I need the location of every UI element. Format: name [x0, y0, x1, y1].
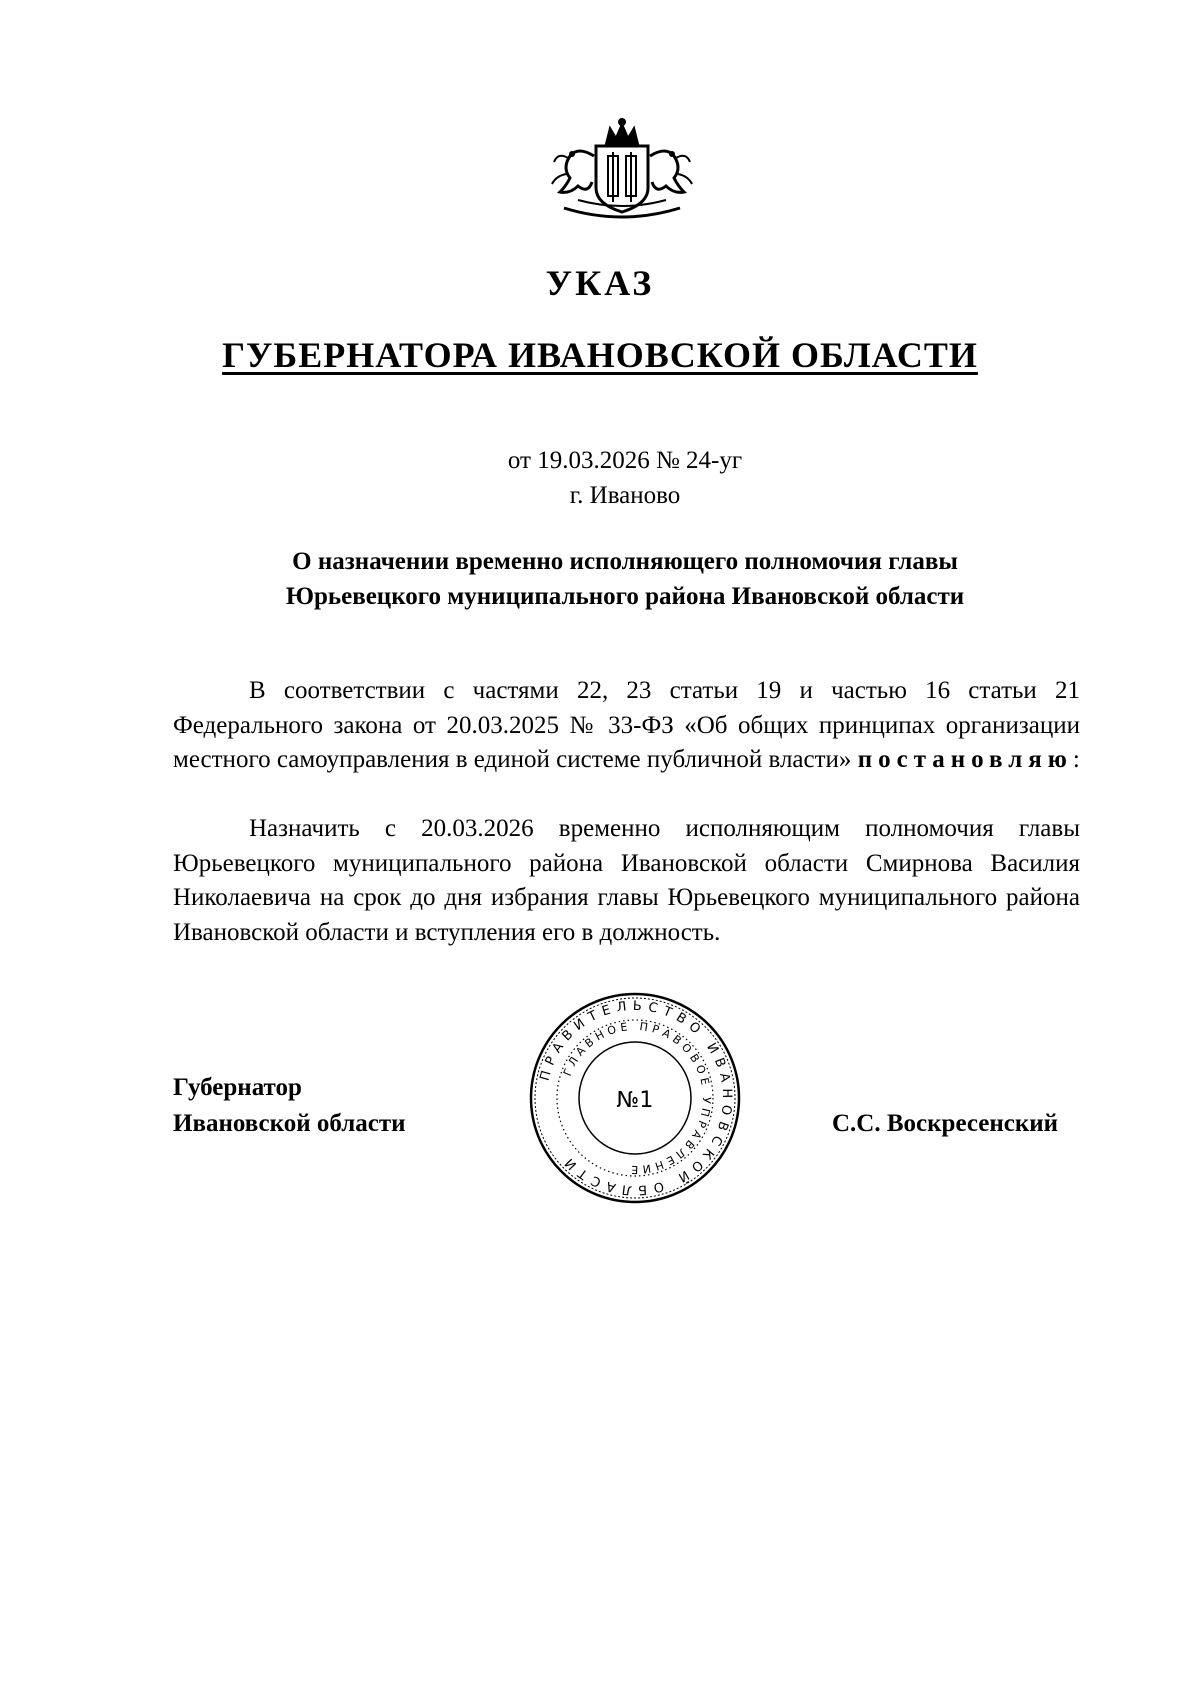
paragraph-appointment: Назначить с 20.03.2026 временно исполняющим полномочия главы Юрьевецкого муниципального района Ивановской области Смирнова Василия Николаевича на срок до дня избрания главы Юрьевецкого муниципального района Ивановской области и вступления его в должность. — [173, 815, 1080, 946]
issuer-title-text: ГУБЕРНАТОРА ИВАНОВСКОЙ ОБЛАСТИ — [222, 335, 978, 375]
seal-outer-text: ПРАВИТЕЛЬСТВО ИВАНОВСКОЙ ОБЛАСТИ — [537, 998, 735, 1198]
document-type-title: УКАЗ — [545, 263, 655, 303]
signatory-position — [173, 1070, 406, 1142]
subject-line-1: О назначении временно исполняющего полномочия главы — [292, 548, 958, 575]
signatory-name: С.С. Воскресенский — [832, 1110, 1059, 1137]
paragraph-basis — [173, 674, 1080, 778]
document-city: г. Иваново — [569, 482, 681, 509]
official-seal-stamp — [528, 991, 742, 1205]
signatory-position-line-1: Губернатор — [173, 1074, 302, 1101]
seal-inner-text: ГЛАВНОЕ ПРАВОВОЕ УПРАВЛЕНИЕ — [560, 1019, 714, 1177]
decree-keyword: постановляю — [857, 746, 1073, 774]
subject-line-2: Юрьевецкого муниципального района Ивановской области — [285, 583, 965, 610]
seal-number: №1 — [616, 1088, 654, 1113]
signatory-position-line-2: Ивановской области — [173, 1110, 406, 1137]
document-date-number: от 19.03.2026 № 24-уг — [507, 447, 743, 474]
paragraph-basis-end: : — [1072, 746, 1080, 774]
issuer-title — [0, 334, 1200, 376]
coat-of-arms-icon — [548, 116, 696, 222]
paragraph-basis-text: В соответствии с частями 22, 23 статьи 19 и частью 16 статьи 21 Федерального закона от 20.03.2025 № 33-ФЗ «Об общих принципах организации местного самоуправления в единой системе публичной власти» — [173, 677, 1080, 774]
